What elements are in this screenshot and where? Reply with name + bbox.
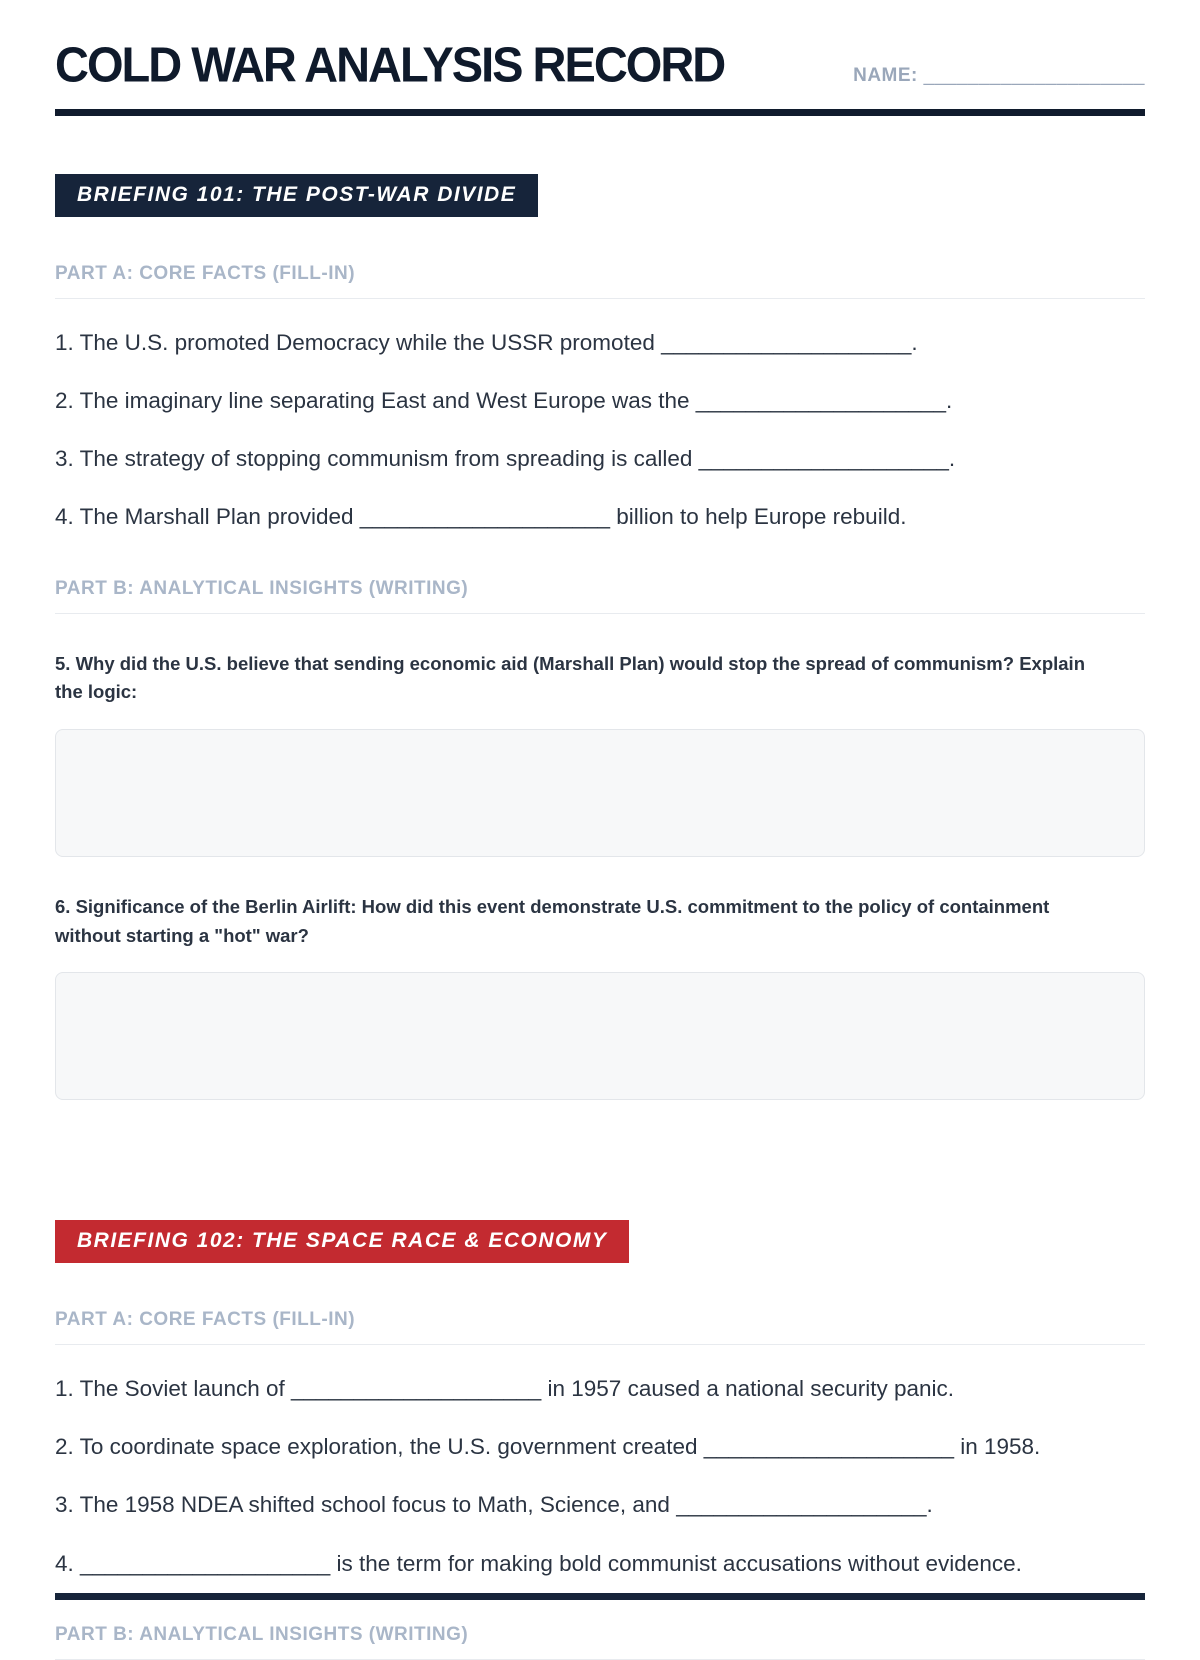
fill-in-question: 2. The imaginary line separating East and West Europe was the ____________________. xyxy=(55,388,953,414)
writing-prompt: 5. Why did the U.S. believe that sending economic aid (Marshall Plan) would stop the spread of communism? Explain the logic: xyxy=(55,652,1085,703)
fill-in-question: 4. ____________________ is the term for making bold communist accusations without evidence. xyxy=(55,1550,1022,1576)
name-field xyxy=(853,65,1145,89)
part-b-heading-102: PART B: ANALYTICAL INSIGHTS (WRITING) xyxy=(55,1624,1145,1660)
section-banner-102: BRIEFING 102: THE SPACE RACE & ECONOMY xyxy=(55,1220,629,1263)
page-title: COLD WAR ANALYSIS RECORD xyxy=(55,36,725,93)
writing-prompt: 6. Significance of the Berlin Airlift: How did this event demonstrate U.S. commitment to the policy of containment without starting a "hot" war? xyxy=(55,895,1050,946)
part-a-heading-102: PART A: CORE FACTS (FILL-IN) xyxy=(55,1309,1145,1345)
name-blank-line: ____________________ xyxy=(923,65,1145,86)
section-briefing-101 xyxy=(55,174,1145,217)
fill-in-question: 4. The Marshall Plan provided ____________________ billion to help Europe rebuild. xyxy=(55,504,907,530)
answer-box-q6[interactable] xyxy=(55,972,1145,1100)
section-banner-101: BRIEFING 101: THE POST-WAR DIVIDE xyxy=(55,174,538,217)
fill-in-question: 2. To coordinate space exploration, the U.S. government created ____________________ in 1958. xyxy=(55,1434,1041,1460)
fill-in-question: 1. The U.S. promoted Democracy while the USSR promoted ____________________. xyxy=(55,330,918,355)
fill-in-question: 3. The 1958 NDEA shifted school focus to Math, Science, and ____________________. xyxy=(55,1492,933,1518)
fill-in-list-102 xyxy=(55,1375,1145,1578)
name-label: NAME: xyxy=(853,65,918,86)
next-section-banner-edge xyxy=(55,1593,1145,1600)
fill-in-question: 1. The Soviet launch of ____________________ in 1957 caused a national security panic. xyxy=(55,1376,955,1402)
part-a-heading-101: PART A: CORE FACTS (FILL-IN) xyxy=(55,263,1145,299)
answer-box-q5[interactable] xyxy=(55,729,1145,857)
fill-in-list-101 xyxy=(55,329,1145,532)
fill-in-question: 3. The strategy of stopping communism from spreading is called ____________________. xyxy=(55,446,956,472)
header-divider xyxy=(55,109,1145,116)
part-b-heading-101: PART B: ANALYTICAL INSIGHTS (WRITING) xyxy=(55,578,1145,614)
section-briefing-102 xyxy=(55,1220,1145,1263)
header xyxy=(55,36,1145,93)
